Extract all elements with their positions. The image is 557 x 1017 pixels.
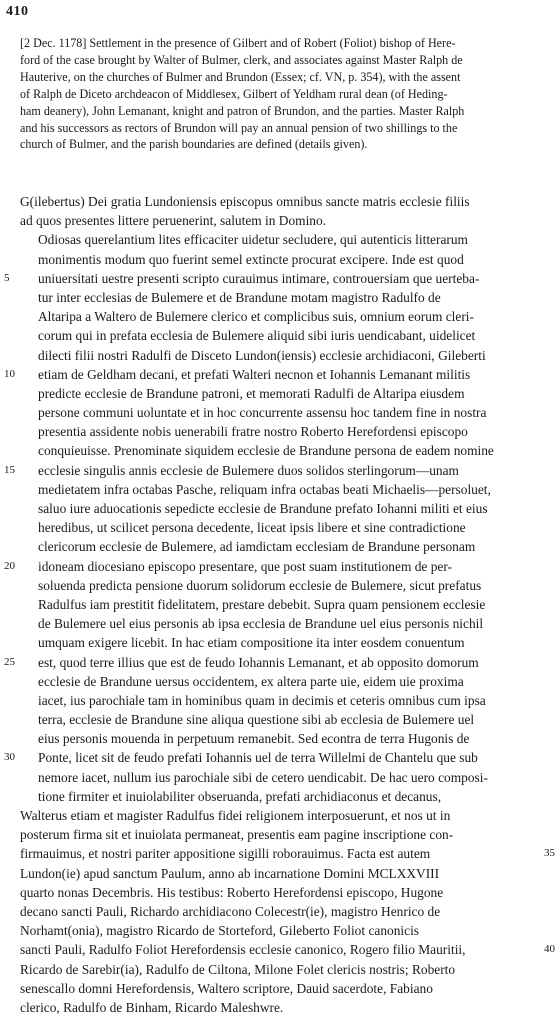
line-text: medietatem infra octabas Pasche, reliquam infra octabas beati Michaelis—persoluet, bbox=[38, 481, 491, 497]
line-text: Ricardo de Sarebir(ia), Radulfo de Ciltona, Milone Folet clericis nostris; Roberto bbox=[20, 961, 456, 977]
text-line bbox=[4, 557, 540, 576]
line-number: 35 bbox=[544, 847, 555, 860]
line-number: 25 bbox=[4, 655, 15, 668]
line-text: presentia assidente nobis uenerabili fratre nostro Roberto Herefordensi episcopo bbox=[38, 424, 468, 440]
line-text: predicte ecclesie de Brandune patroni, et memorati Radulfi de Altaripa eiusdem bbox=[38, 385, 465, 401]
line-text: conquieuisse. Prenominate siquidem ecclesie de Brandune persona de eadem nomine bbox=[38, 443, 494, 459]
text-line bbox=[20, 960, 540, 979]
text-line bbox=[4, 269, 540, 288]
line-text: est, quod terre illius que est de feudo Iohannis Lemanant, et ab opposito domorum bbox=[38, 654, 479, 670]
text-line bbox=[20, 346, 540, 365]
text-line bbox=[20, 288, 540, 307]
text-line bbox=[20, 864, 540, 883]
text-line bbox=[20, 211, 540, 230]
text-line bbox=[20, 979, 540, 998]
text-line bbox=[20, 480, 540, 499]
text-line bbox=[20, 326, 540, 345]
text-line bbox=[20, 230, 540, 249]
text-line bbox=[20, 806, 540, 825]
line-text: de Bulemere uel eius personis ab ipsa ecclesia de Brandune uel eius personis nichil bbox=[38, 616, 484, 632]
summary-line: ham deanery), John Lemanant, knight and patron of Brundon, and the parties. Master Ralph bbox=[20, 103, 465, 118]
text-line bbox=[20, 403, 540, 422]
text-line bbox=[20, 710, 540, 729]
line-text: Walterus etiam et magister Radulfus fidei religionem interposuerunt, et nos ut in bbox=[20, 808, 451, 823]
line-text: terra, ecclesie de Brandune sine aliqua questione sibi ab ecclesia de Bulemere uel bbox=[38, 712, 475, 728]
line-text: senescallo domni Herefordensis, Waltero scriptore, Dauid sacerdote, Fabiano bbox=[20, 980, 433, 996]
line-text: clerico, Radulfo de Binham, Ricardo Maleshwre. bbox=[20, 999, 284, 1015]
line-text: etiam de Geldham decani, et prefati Walteri necnon et Iohannis Lemanant militis bbox=[38, 366, 471, 382]
line-text: decano sancti Pauli, Richardo archidiacono Colecestr(ie), magistro Henrico de bbox=[20, 903, 441, 919]
text-line bbox=[20, 998, 540, 1017]
line-number: 30 bbox=[4, 751, 15, 764]
text-line bbox=[20, 537, 540, 556]
line-number: 40 bbox=[544, 943, 555, 956]
text-line bbox=[4, 461, 540, 480]
line-text: uniuersitati uestre presenti scripto curauimus intimare, controuersiam que uerteba- bbox=[38, 270, 480, 286]
text-line bbox=[20, 614, 540, 633]
line-text: Norhamt(onia), magistro Ricardo de Storteford, Gileberto Foliot canonicis bbox=[20, 923, 420, 939]
line-number: 10 bbox=[4, 367, 15, 380]
text-line bbox=[20, 441, 540, 460]
line-text: ad quos presentes littere peruenerint, salutem in Domino. bbox=[20, 213, 327, 229]
text-line bbox=[20, 633, 540, 652]
text-line bbox=[20, 902, 540, 921]
text-line bbox=[20, 499, 540, 518]
text-line bbox=[20, 192, 540, 211]
line-number: 20 bbox=[4, 559, 15, 572]
text-line bbox=[4, 653, 540, 672]
line-text: quarto nonas Decembris. His testibus: Roberto Herefordensi episcopo, Hugone bbox=[20, 884, 444, 900]
line-text: Ponte, licet sit de feudo prefati Iohannis uel de terra Willelmi de Chantelu que sub bbox=[38, 750, 478, 766]
summary-line: of Ralph de Diceto archdeacon of Middlesex, Gilbert of Yeldham rural dean (of Heding- bbox=[20, 86, 448, 101]
text-line bbox=[20, 422, 540, 441]
line-text: Lundon(ie) apud sanctum Paulum, anno ab incarnatione Domini MCLXXVIII bbox=[20, 865, 440, 881]
line-text: dilecti filii nostri Radulfi de Disceto Lundon(iensis) ecclesie archidiaconi, Gileberti bbox=[38, 347, 486, 363]
line-text: saluo iure aduocationis sepedicte ecclesie de Brandune prefato Iohanni militi et eius bbox=[38, 501, 488, 516]
line-text: firmauimus, et nostri pariter appositione sigilli roborauimus. Facta est autem bbox=[20, 846, 431, 862]
line-text: Altaripa a Waltero de Bulemere clerico et complicibus suis, omnium eorum cleri- bbox=[38, 309, 474, 325]
text-line bbox=[20, 691, 540, 710]
text-line bbox=[20, 307, 540, 326]
page-number: 410 bbox=[6, 4, 29, 19]
line-text: G(ilebertus) Dei gratia Lundoniensis episcopus omnibus sancte matris ecclesie filiis bbox=[20, 194, 470, 209]
line-text: tione firmiter et inuiolabiliter obseruanda, prefati archidiaconus et decanus, bbox=[38, 788, 442, 804]
line-number: 15 bbox=[4, 463, 15, 476]
text-line bbox=[20, 250, 540, 269]
line-text: Radulfus iam prestitit fidelitatem, prestare debebit. Supra quam pensionem ecclesie bbox=[38, 596, 486, 612]
text-line bbox=[20, 595, 540, 614]
line-text: iacet, ius parochiale tam in hominibus quam in decimis et ceteris omnibus cum ipsa bbox=[38, 692, 486, 708]
text-line bbox=[20, 825, 540, 844]
summary-line: [2 Dec. 1178] Settlement in the presence of Gilbert and of Robert (Foliot) bishop of Here- bbox=[20, 36, 456, 50]
text-line bbox=[20, 883, 540, 902]
line-text: tur inter ecclesias de Bulemere et de Brandune motam magistro Radulfo de bbox=[38, 289, 441, 305]
line-text: eius personis mouenda in perpetuum remanebit. Sed econtra de terra Hugonis de bbox=[38, 731, 470, 747]
summary-line: ford of the case brought by Walter of Bulmer, clerk, and associates against Master Ralph de bbox=[20, 52, 463, 67]
line-text: nemore iacet, nullum ius parochiale sibi de cetero uendicabit. De hac uero composi- bbox=[38, 769, 488, 785]
line-text: Odiosas querelantium lites efficaciter uidetur secludere, qui autenticis litterarum bbox=[38, 232, 468, 248]
line-text: sancti Pauli, Radulfo Foliot Herefordensis ecclesie canonico, Rogero filio Mauritii, bbox=[20, 942, 466, 958]
line-text: soluenda predicta pensione duorum solidorum ecclesie de Bulemere, sicut prefatus bbox=[38, 577, 482, 593]
text-line bbox=[20, 787, 540, 806]
line-text: ecclesie singulis annis ecclesie de Bulemere duos solidos sterlingorum—unam bbox=[38, 462, 459, 478]
charter-summary bbox=[20, 35, 540, 153]
text-line bbox=[20, 768, 540, 787]
text-line bbox=[20, 940, 555, 959]
line-text: persone communi uoluntate et in hoc concurrente assensu hoc tandem fine in nostra bbox=[38, 405, 487, 421]
text-line bbox=[4, 748, 540, 767]
line-text: monimentis modum quo fuerint semel extincte procurat excipere. Inde est quod bbox=[38, 251, 464, 267]
text-line bbox=[20, 672, 540, 691]
summary-line: church of Bulmer, and the parish boundaries are defined (details given). bbox=[20, 137, 368, 152]
text-line bbox=[20, 921, 540, 940]
text-line bbox=[20, 384, 540, 403]
summary-line: Hauterive, on the churches of Bulmer and Brundon (Essex; cf. VN, p. 354), with the assent bbox=[20, 69, 461, 84]
line-number: 5 bbox=[4, 271, 10, 284]
text-line bbox=[20, 844, 555, 863]
line-text: idoneam diocesiano episcopo presentare, que post suam institutionem de per- bbox=[38, 558, 452, 574]
text-line bbox=[20, 729, 540, 748]
line-text: ecclesie de Brandune uersus occidentem, ex altera parte uie, eidem uie proxima bbox=[38, 673, 464, 689]
line-text: corum qui in prefata ecclesia de Bulemere aliquid sibi iuris uendicabant, uidelicet bbox=[38, 328, 476, 344]
line-text: posterum firma sit et inuiolata permaneat, presentis eam pagine inscriptione con- bbox=[20, 827, 454, 843]
line-text: heredibus, ut scilicet persona decedente, liceat ipsis libere et sine contradictione bbox=[38, 520, 466, 536]
text-line bbox=[4, 365, 540, 384]
text-line bbox=[20, 518, 540, 537]
summary-line: and his successors as rectors of Brundon will pay an annual pension of two shillings to the bbox=[20, 120, 458, 135]
line-text: clericorum ecclesie de Bulemere, ad iamdictam ecclesiam de Brandune personam bbox=[38, 539, 476, 555]
text-line bbox=[20, 576, 540, 595]
charter-text bbox=[4, 192, 555, 1017]
line-text: umquam exigere licebit. In hac etiam compositione ita inter eosdem conuentum bbox=[38, 635, 465, 651]
